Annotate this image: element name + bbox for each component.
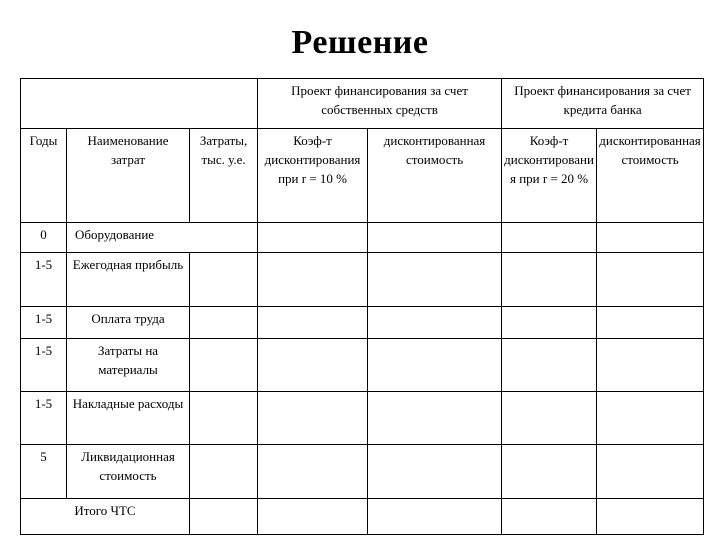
total-disc-20 [597, 499, 704, 535]
page-title: Решение [291, 24, 429, 61]
group-header-row [21, 79, 704, 129]
col-years: Годы [21, 129, 67, 223]
cell-costs [190, 392, 258, 445]
row-name: Накладные расходы [67, 392, 190, 445]
total-coef-10 [258, 499, 368, 535]
table-row [21, 339, 704, 392]
row-name: Оплата труда [67, 307, 190, 339]
cell-coef-20 [502, 445, 597, 499]
col-name: Наименование затрат [67, 129, 190, 223]
row-year: 1-5 [21, 307, 67, 339]
cell-disc-20 [597, 253, 704, 307]
cell-disc-10 [368, 445, 502, 499]
cell-disc-10 [368, 253, 502, 307]
col-coef-20: Коэф-т дисконтирования при r = 20 % [502, 129, 597, 223]
table-row [21, 445, 704, 499]
cell-disc-10 [368, 339, 502, 392]
cell-coef-20 [502, 339, 597, 392]
row-name: Ежегодная прибыль [67, 253, 190, 307]
row-year: 1-5 [21, 253, 67, 307]
total-costs [190, 499, 258, 535]
row-name: Ликвидационная стоимость [67, 445, 190, 499]
column-header-row [21, 129, 704, 223]
total-label: Итого ЧТС [21, 499, 190, 535]
cell-disc-10 [368, 307, 502, 339]
cell-coef-20 [502, 223, 597, 253]
col-costs: Затраты, тыс. у.е. [190, 129, 258, 223]
cell-disc-20 [597, 392, 704, 445]
financing-table [20, 78, 704, 535]
row-year: 0 [21, 223, 67, 253]
cell-disc-20 [597, 339, 704, 392]
col-coef-10: Коэф-т дисконтирования при r = 10 % [258, 129, 368, 223]
cell-coef-10 [258, 223, 368, 253]
cell-costs [190, 339, 258, 392]
table-row [21, 253, 704, 307]
table-row [21, 307, 704, 339]
cell-coef-20 [502, 307, 597, 339]
cell-coef-20 [502, 253, 597, 307]
cell-coef-10 [258, 307, 368, 339]
total-disc-10 [368, 499, 502, 535]
table-row [21, 392, 704, 445]
cell-coef-10 [258, 253, 368, 307]
cell-disc-20 [597, 445, 704, 499]
cell-costs [190, 445, 258, 499]
row-name: Затраты на материалы [67, 339, 190, 392]
cell-disc-10 [368, 223, 502, 253]
table-row [21, 223, 704, 253]
cell-costs [190, 307, 258, 339]
total-row [21, 499, 704, 535]
row-year: 1-5 [21, 392, 67, 445]
row-name: Оборудование [67, 223, 258, 253]
header-blank-cell [21, 79, 258, 129]
group-bank-credit: Проект финансирования за счет кредита банка [502, 79, 704, 129]
row-year: 5 [21, 445, 67, 499]
cell-disc-10 [368, 392, 502, 445]
cell-coef-10 [258, 445, 368, 499]
cell-coef-20 [502, 392, 597, 445]
col-disc-10: дисконтированная стоимость [368, 129, 502, 223]
cell-disc-20 [597, 307, 704, 339]
cell-coef-10 [258, 392, 368, 445]
col-disc-20: дисконтированная стоимость [597, 129, 704, 223]
cell-coef-10 [258, 339, 368, 392]
cell-disc-20 [597, 223, 704, 253]
cell-costs [190, 253, 258, 307]
total-coef-20 [502, 499, 597, 535]
row-year: 1-5 [21, 339, 67, 392]
group-own-funds: Проект финансирования за счет собственных средств [258, 79, 502, 129]
